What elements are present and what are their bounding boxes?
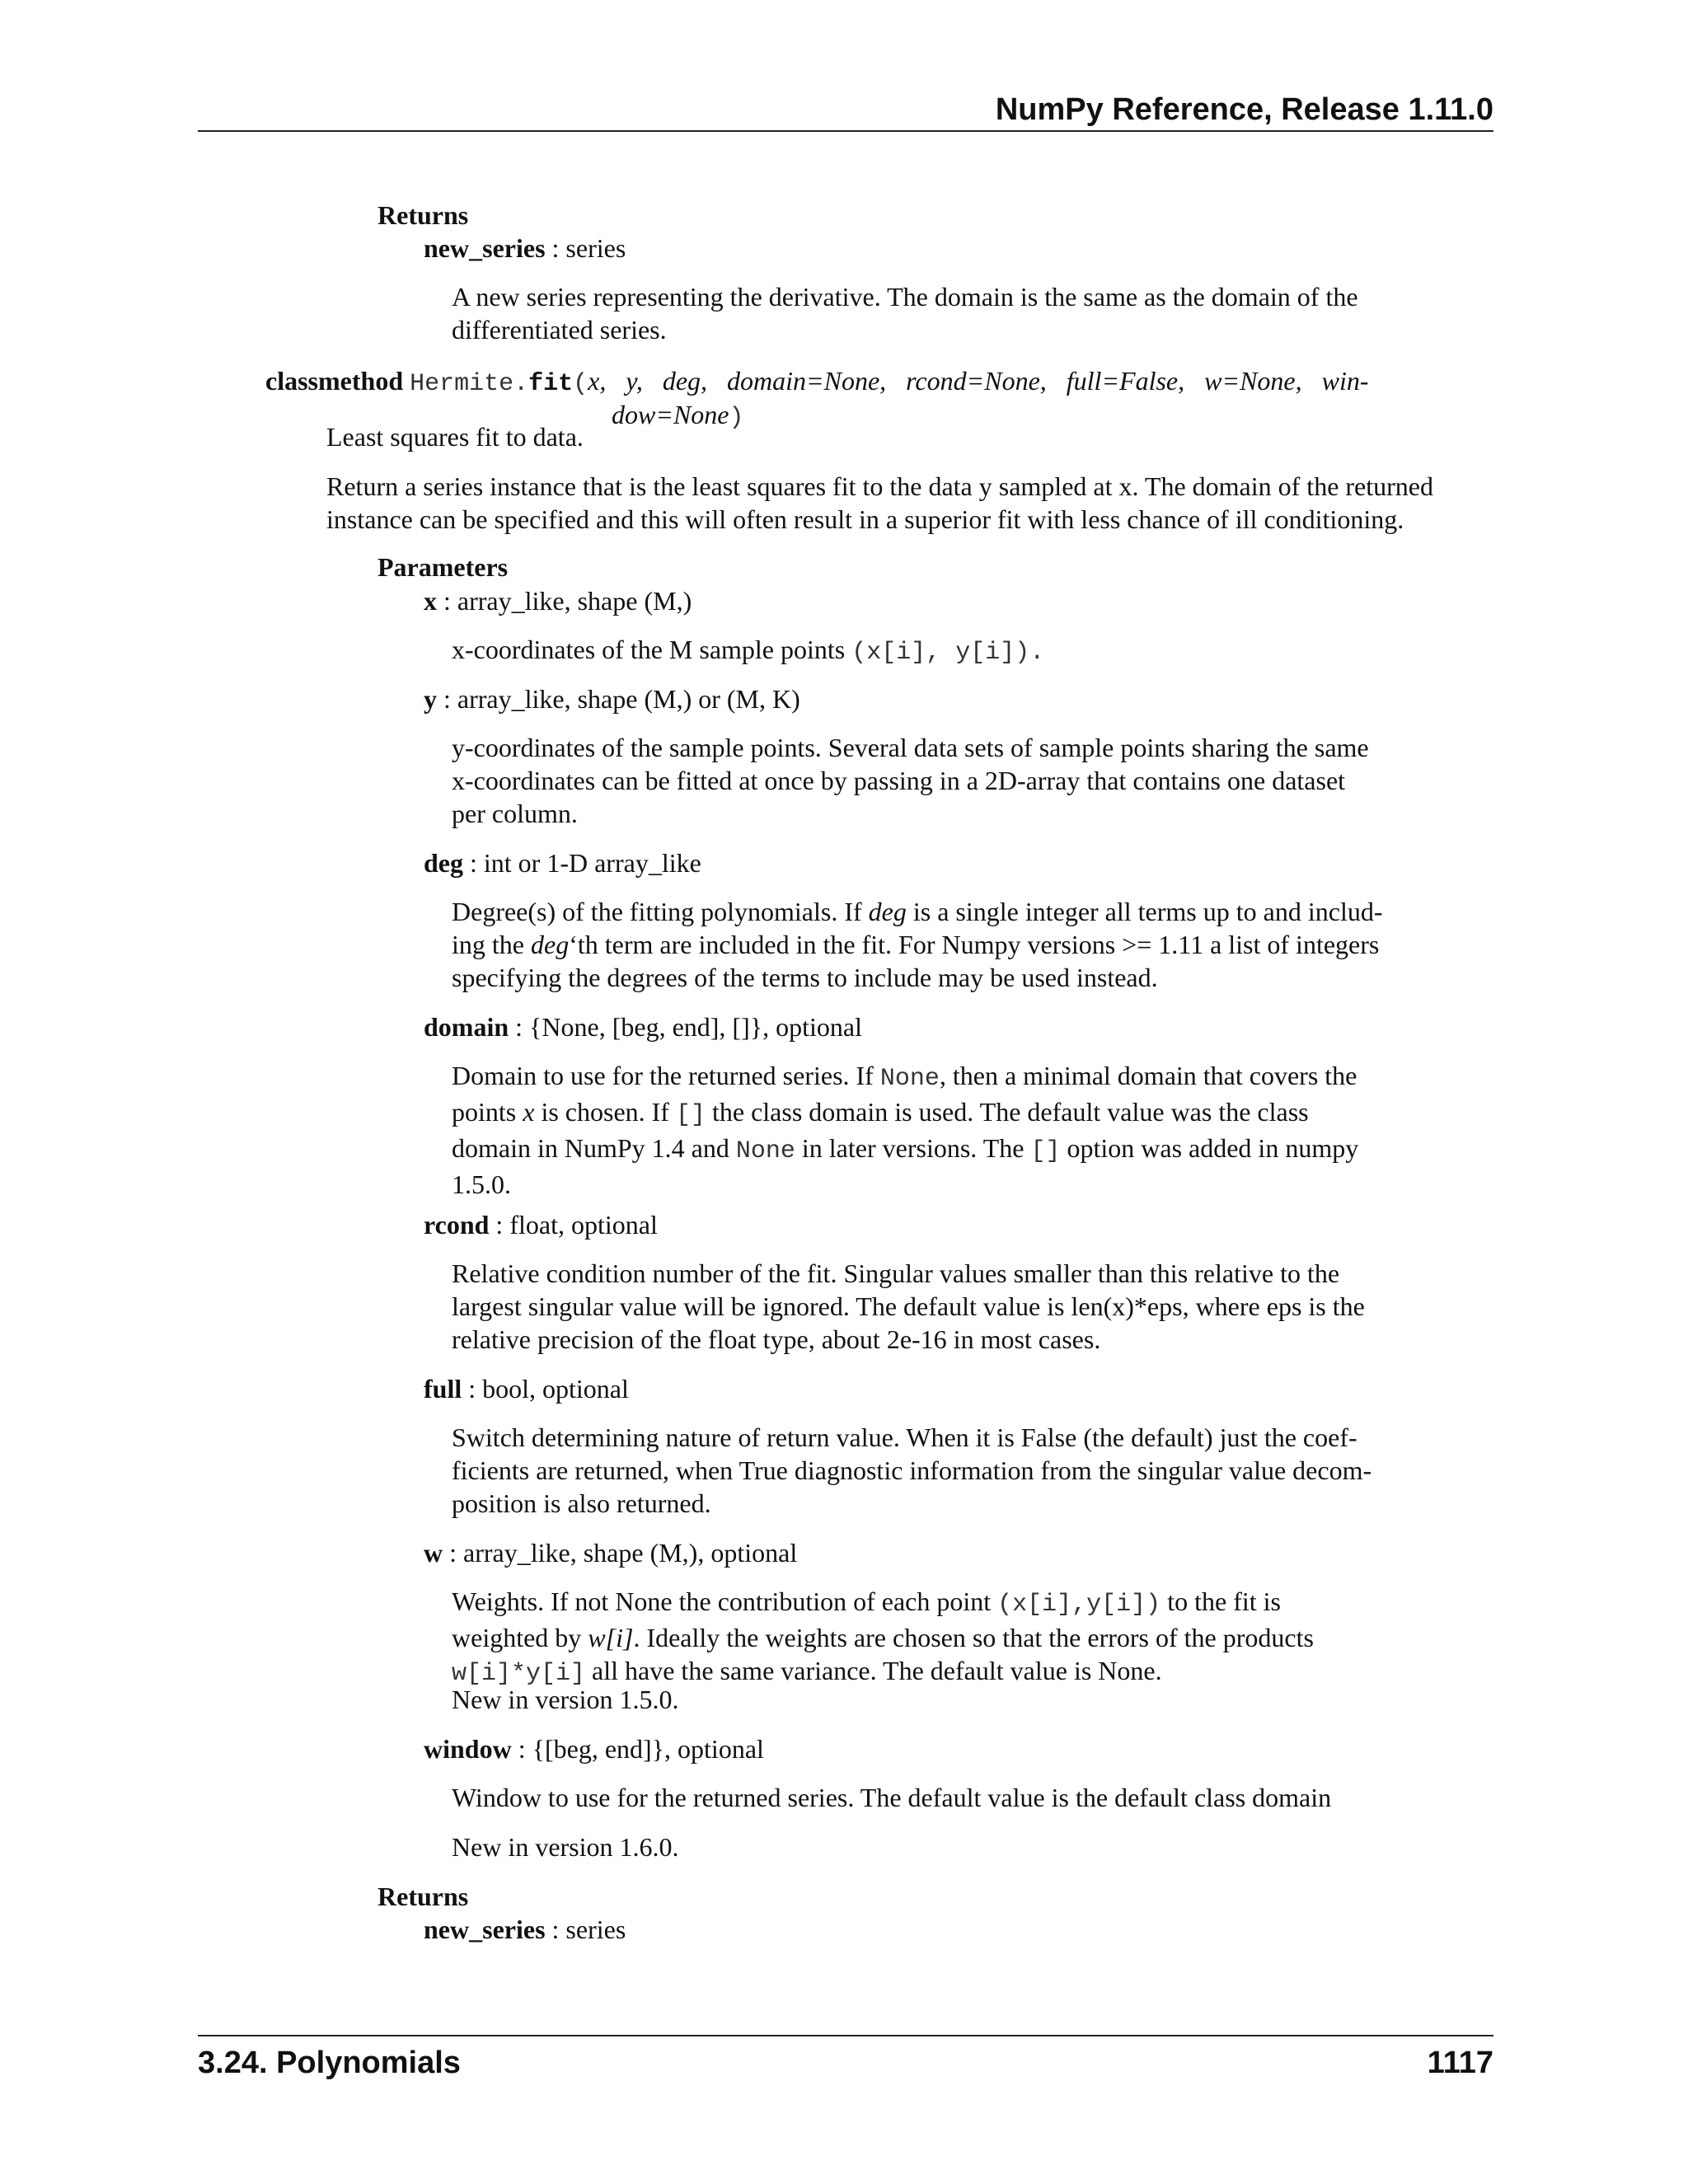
param-deg-description: Degree(s) of the fitting polynomials. If deg is a single integer all terms up to and includ- ing the deg‘th term are included in the fit. For Numpy versions >= 1.11 a list of integers specifying the degrees of the terms to include may be used instead. xyxy=(452,897,1383,992)
page-number: 1117 xyxy=(1427,2046,1493,2080)
returns-item-top xyxy=(424,232,626,265)
param-deg: deg : int or 1-D array_like xyxy=(424,848,701,878)
param-y-description: y-coordinates of the sample points. Several data sets of sample points sharing the same x-coordinates can be fitted at once by passing in a 2D-array that contains one dataset per column. xyxy=(452,733,1369,828)
class-name: Hermite. xyxy=(410,370,529,398)
param-domain-description: Domain to use for the returned series. If None, then a minimal domain that covers the points x is chosen. If [] the class domain is used. The default value was the class domain in NumPy 1.4 and None in later versions. The [] option was added in numpy 1.5.0. xyxy=(452,1061,1359,1199)
param-rcond: rcond : float, optional xyxy=(424,1210,658,1240)
param-w-version-note: New in version 1.5.0. xyxy=(452,1685,679,1714)
running-header-title: NumPy Reference, Release 1.11.0 xyxy=(995,92,1493,127)
param-w: w : array_like, shape (M,), optional xyxy=(424,1538,798,1568)
returns-item-bottom: new_series : series xyxy=(424,1915,626,1944)
method-signature: classmethod Hermite.fit(x, y, deg, domain=None, rcond=None, full=False, w=None, win- xyxy=(265,366,1369,398)
param-x: x : array_like, shape (M,) xyxy=(424,586,692,616)
signature-args: x, y, deg, domain=None, rcond=None, full=False, w=None, win- xyxy=(588,366,1369,396)
param-window: window : {[beg, end]}, optional xyxy=(424,1734,764,1764)
param-domain: domain : {None, [beg, end], []}, optional xyxy=(424,1012,862,1042)
header-divider xyxy=(198,130,1493,132)
param-rcond-description: Relative condition number of the fit. Singular values smaller than this relative to the largest singular value will be ignored. The default value is len(x)*eps, where eps is the relative precision of the float type, about 2e-16 in most cases. xyxy=(452,1258,1365,1354)
returns-heading-top: Returns xyxy=(377,200,469,230)
method-summary: Least squares fit to data. xyxy=(326,422,584,452)
param-full-description: Switch determining nature of return value. When it is False (the default) just the coef- ficients are returned, when True diagnostic information from the singular value decom- position is also returned. xyxy=(452,1422,1372,1518)
method-signature-continued: dow=None) xyxy=(612,400,744,432)
returns-description-top: A new series representing the derivative. The domain is the same as the domain of the differentiated series. xyxy=(452,282,1358,344)
param-y: y : array_like, shape (M,) or (M, K) xyxy=(424,684,800,714)
param-full: full : bool, optional xyxy=(424,1374,629,1404)
method-name: fit xyxy=(528,370,574,398)
method-description: Return a series instance that is the least squares fit to the data y sampled at x. The domain of the returned instance can be specified and this will often result in a superior fit with less chance of ill conditioning. xyxy=(326,471,1433,534)
footer-section-title: 3.24. Polynomials xyxy=(198,2046,461,2080)
parameters-heading: Parameters xyxy=(377,552,509,582)
param-w-description: Weights. If not None the contribution of each point (x[i],y[i]) to the fit is weighted by w[i]. Ideally the weights are chosen so that the errors of the products w[i]*y[i] all have the same variance. The default value is None. xyxy=(452,1586,1314,1688)
footer-divider xyxy=(198,2035,1493,2036)
return-type: : series xyxy=(545,233,626,263)
classmethod-keyword: classmethod xyxy=(265,366,404,396)
param-x-description: x-coordinates of the M sample points (x[i], y[i]). xyxy=(452,635,1045,667)
param-window-description: Window to use for the returned series. The default value is the default class domain xyxy=(452,1783,1332,1812)
return-name: new_series xyxy=(424,233,546,263)
param-window-version-note: New in version 1.6.0. xyxy=(452,1832,679,1862)
returns-heading-bottom: Returns xyxy=(377,1882,469,1911)
